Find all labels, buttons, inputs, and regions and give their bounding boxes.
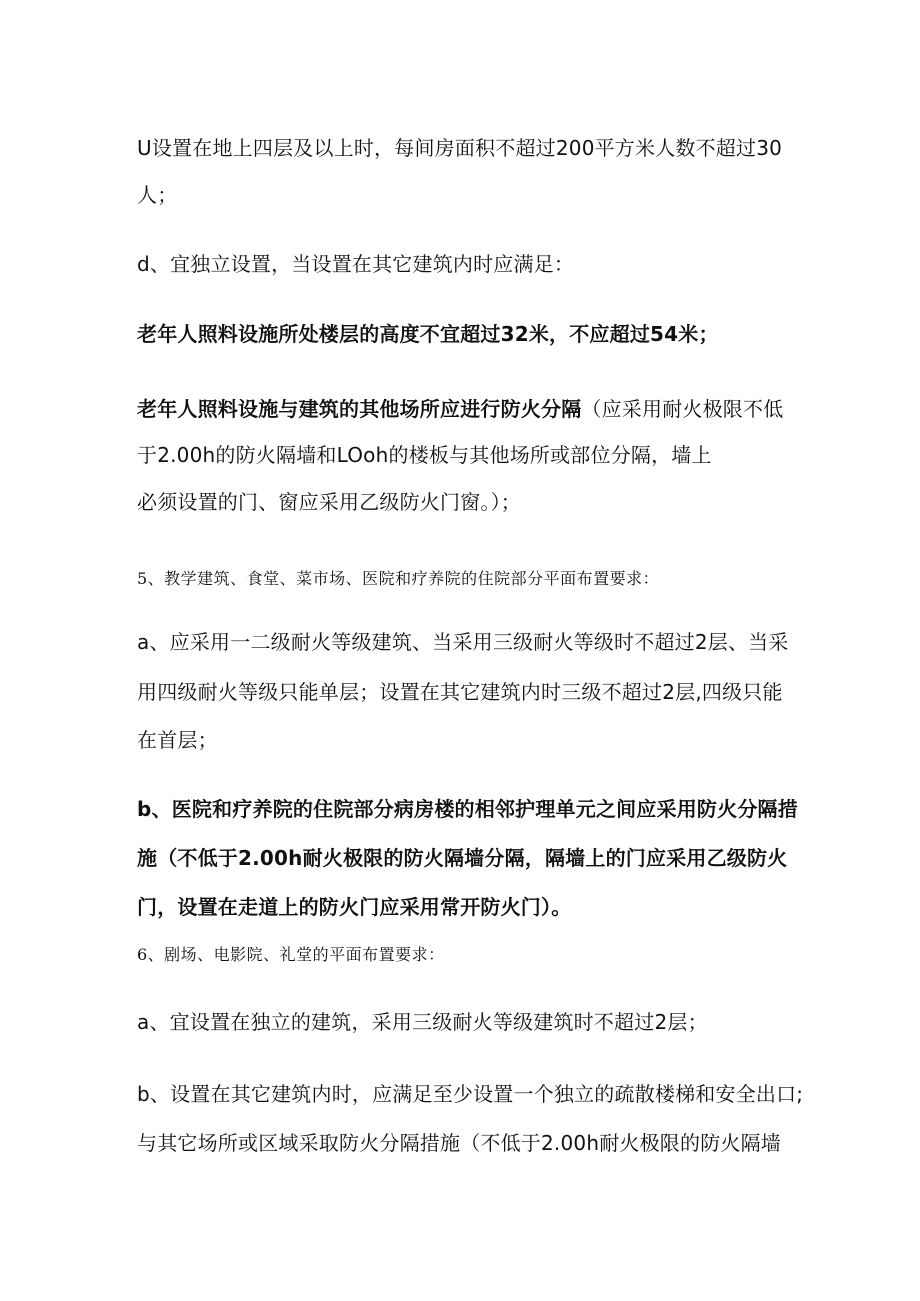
section-6-heading: 6、剧场、电影院、礼堂的平面布置要求： bbox=[137, 945, 445, 964]
section-5-heading: 5、教学建筑、食堂、菜市场、医院和疗养院的住院部分平面布置要求： bbox=[137, 569, 660, 588]
item-a-line-2: 用四级耐火等级只能单层；设置在其它建筑内时三级不超过2层,四级只能 bbox=[137, 680, 783, 704]
item-b-theater-line-1: b、设置在其它建筑内时，应满足至少设置一个独立的疏散楼梯和安全出口; bbox=[137, 1082, 804, 1106]
item-b-bold-line-3: 门，设置在走道上的防火门应采用常开防火门）。 bbox=[137, 895, 572, 919]
paragraph-line-1: U设置在地上四层及以上时，每间房面积不超过200平方米人数不超过30 bbox=[137, 136, 783, 160]
normal-separation-text: （应采用耐火极限不低 bbox=[581, 397, 784, 421]
separation-detail-line: 于2.00h的防火隔墙和LOoh的楼板与其他场所或部位分隔，墙上 bbox=[137, 443, 712, 467]
bold-separation-text: 老年人照料设施与建筑的其他场所应进行防火分隔 bbox=[137, 397, 582, 421]
item-a-line-3: 在首层； bbox=[137, 728, 218, 752]
item-b-theater-line-2: 与其它场所或区域采取防火分隔措施（不低于2.00h耐火极限的防火隔墙 bbox=[137, 1131, 782, 1155]
item-d-line: d、宜独立设置，当设置在其它建筑内时应满足： bbox=[137, 252, 575, 276]
mixed-line-separation bbox=[137, 397, 783, 421]
item-b-bold-line-2: 施（不低于2.00h耐火极限的防火隔墙分隔，隔墙上的门应采用乙级防火 bbox=[137, 846, 788, 870]
item-b-bold-line-1: b、医院和疗养院的住院部分病房楼的相邻护理单元之间应采用防火分隔措 bbox=[137, 797, 798, 821]
item-a-theater-line: a、宜设置在独立的建筑，采用三级耐火等级建筑时不超过2层； bbox=[137, 1010, 708, 1034]
paragraph-line-2: 人； bbox=[137, 183, 178, 207]
item-a-line-1: a、应采用一二级耐火等级建筑、当采用三级耐火等级时不超过2层、当采 bbox=[137, 630, 789, 654]
bold-line-height-limit: 老年人照料设施所处楼层的高度不宜超过32米，不应超过54米； bbox=[137, 322, 719, 346]
separation-detail-line-2: 必须设置的门、窗应采用乙级防火门窗。）； bbox=[137, 490, 521, 514]
